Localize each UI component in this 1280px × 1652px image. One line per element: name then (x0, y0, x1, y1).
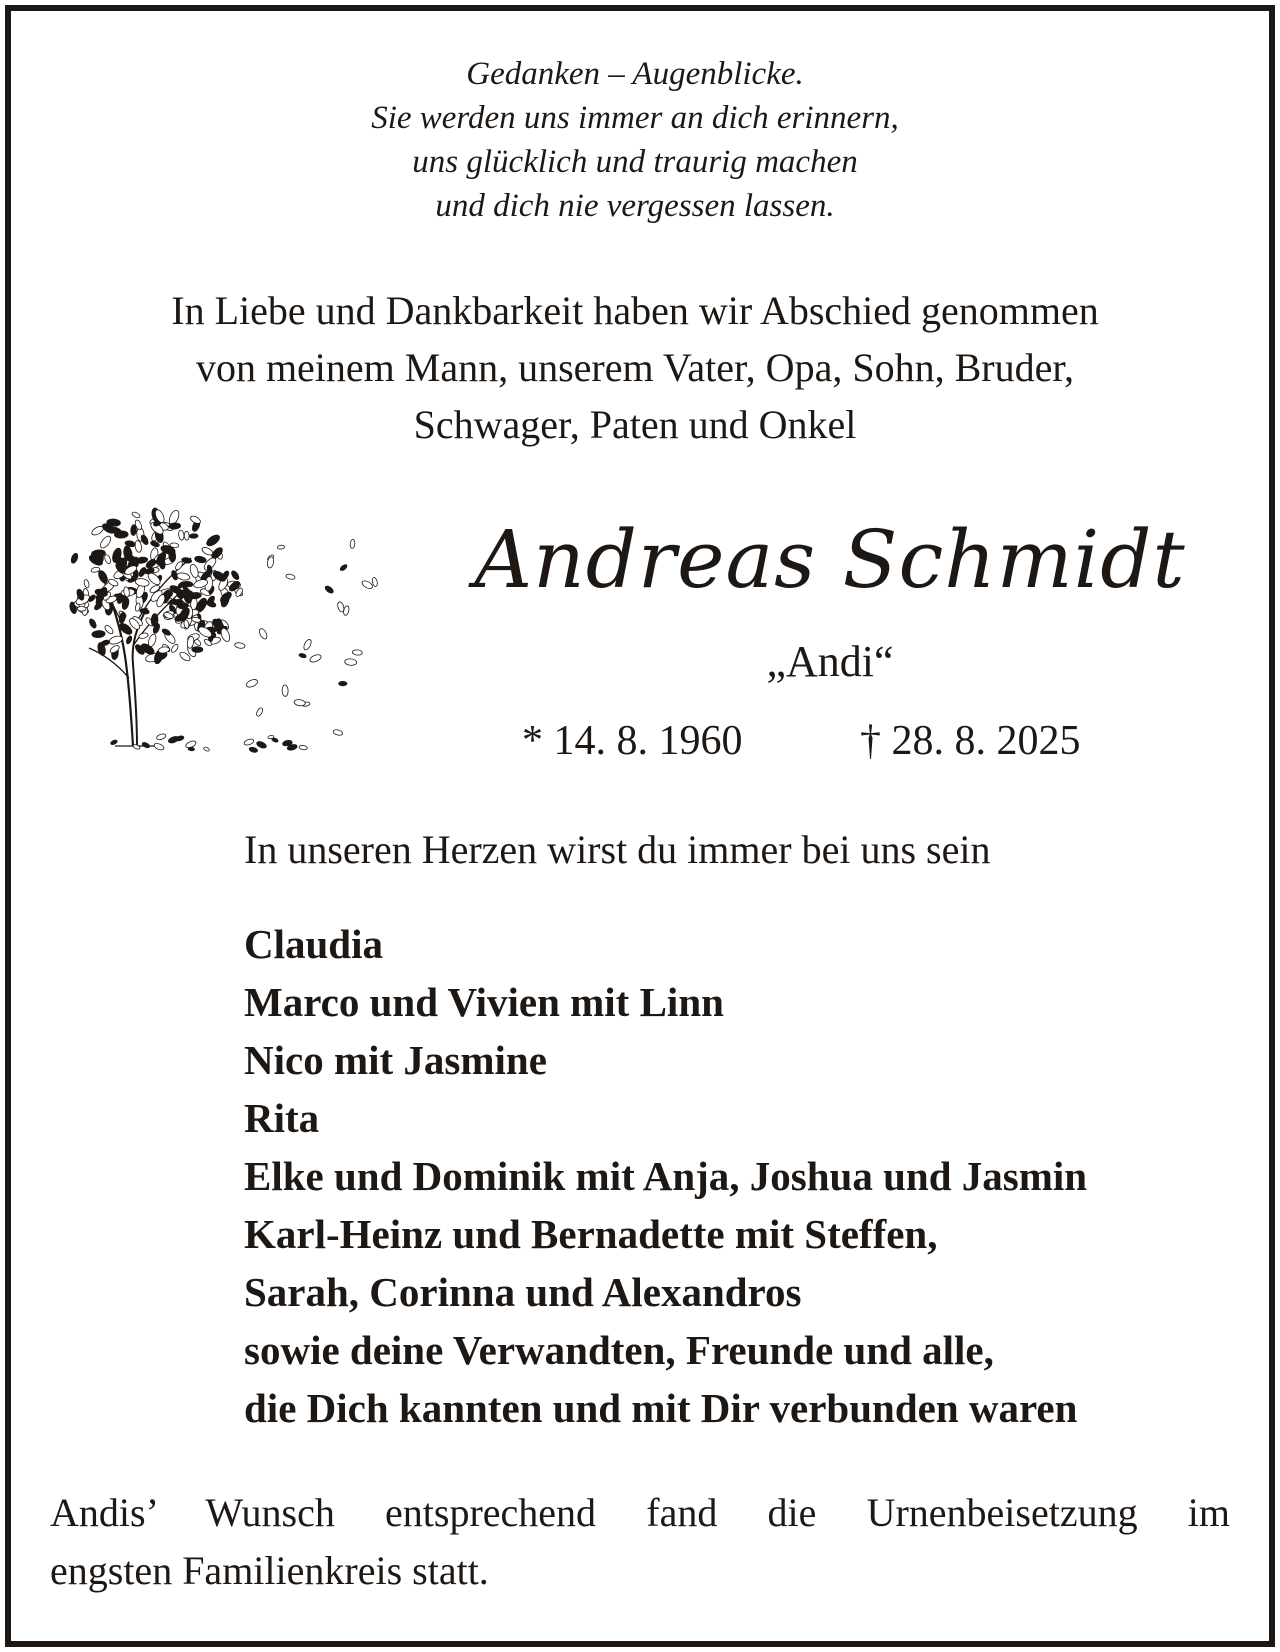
poem-line: Gedanken – Augenblicke. (466, 56, 804, 92)
mourner-line: Karl-Heinz und Bernadette mit Steffen, (244, 1211, 938, 1257)
windblown-tree-icon (45, 478, 385, 763)
mourner-line: Nico mit Jasmine (244, 1037, 547, 1083)
mourner-line: Rita (244, 1095, 320, 1141)
birth-date: * 14. 8. 1960 (522, 718, 743, 764)
poem-line: uns glücklich und traurig machen (412, 144, 858, 180)
intro-line: In Liebe und Dankbarkeit haben wir Abschied genommen (171, 288, 1099, 333)
closing-line: engsten Familienkreis statt. (50, 1548, 489, 1593)
closing-line: Andis’ Wunsch entsprechend fand die Urnenbeisetzung im (50, 1490, 1230, 1535)
motto: In unseren Herzen wirst du immer bei uns sein (244, 827, 991, 872)
mourner-line: Claudia (244, 921, 383, 967)
poem-line: und dich nie vergessen lassen. (435, 188, 835, 224)
mourner-line: Elke und Dominik mit Anja, Joshua und Jasmin (244, 1153, 1088, 1199)
intro-text (0, 282, 1270, 453)
death-date: † 28. 8. 2025 (860, 718, 1081, 764)
mourner-line: Sarah, Corinna und Alexandros (244, 1269, 802, 1315)
mourners-list (244, 915, 1087, 1437)
intro-line: Schwager, Paten und Onkel (413, 402, 857, 447)
mourner-line: die Dich kannten und mit Dir verbunden waren (244, 1385, 1078, 1431)
deceased-nickname: „Andi“ (766, 637, 894, 686)
mourner-line: Marco und Vivien mit Linn (244, 979, 724, 1025)
intro-line: von meinem Mann, unserem Vater, Opa, Sohn, Bruder, (195, 345, 1075, 390)
poem-line: Sie werden uns immer an dich erinnern, (371, 100, 899, 136)
closing-note (50, 1484, 1230, 1600)
deceased-name: Andreas Schmidt (474, 513, 1186, 606)
poem (0, 52, 1270, 228)
mourner-line: sowie deine Verwandten, Freunde und alle, (244, 1327, 994, 1373)
